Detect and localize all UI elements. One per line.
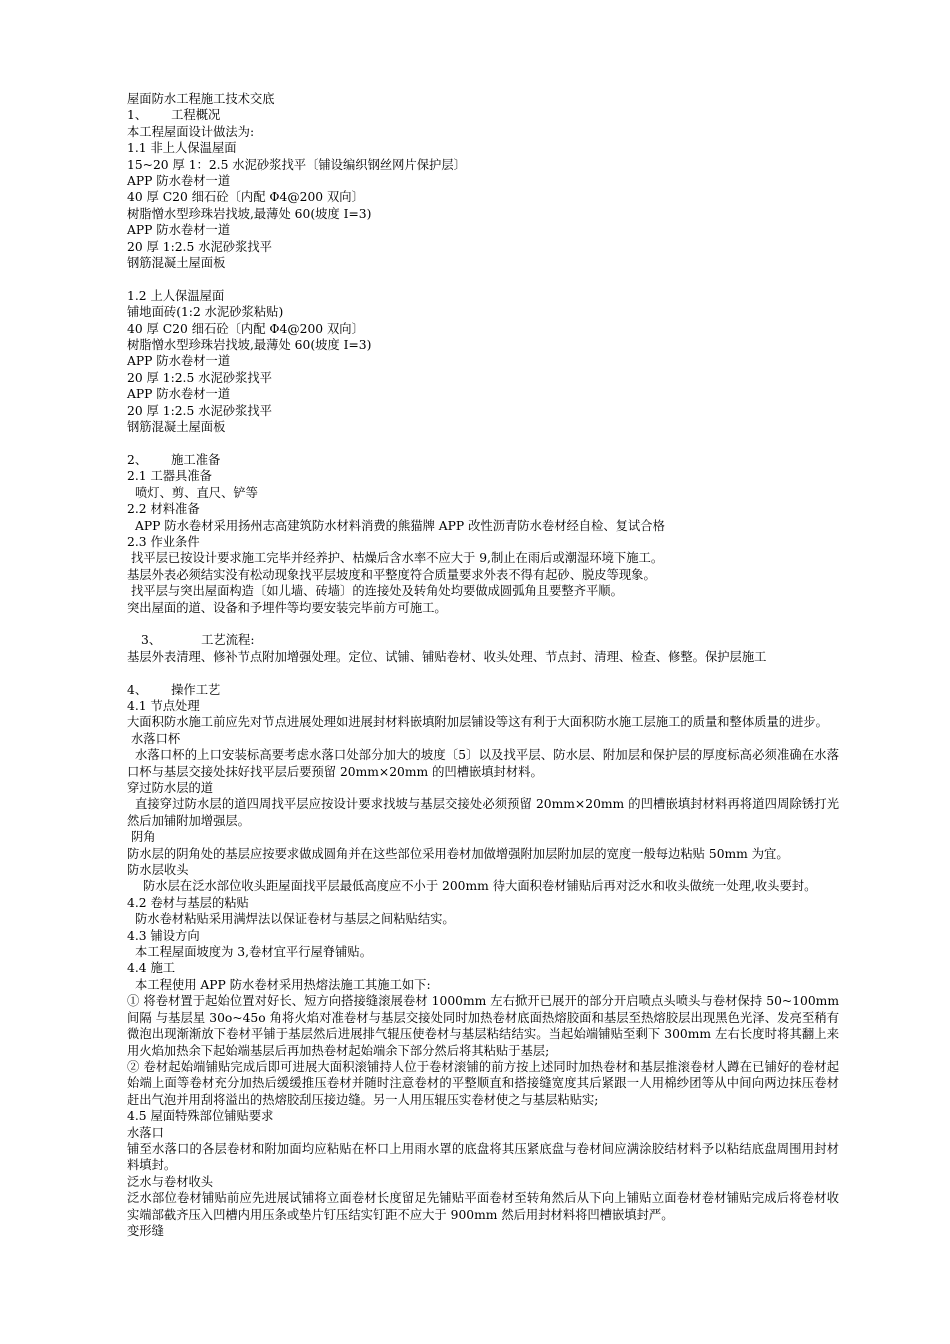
section-number: 2、 (127, 452, 148, 467)
paragraph: 基层外表清理、修补节点附加增强处理。定位、试铺、铺贴卷材、收头处理、节点封、清理、检查、修整。保护层施工 (127, 649, 767, 664)
section-title: 操作工艺 (171, 682, 221, 697)
section-3-heading (127, 632, 839, 648)
subsection-4-4-heading: 4.4 施工 (127, 961, 176, 976)
subsection-2-1-heading: 2.1 工器具准备 (127, 469, 212, 484)
item-title: 变形缝 (127, 1223, 164, 1238)
section-title: 工程概况 (171, 108, 221, 123)
paragraph: 防水层在泛水部位收头距屋面找平层最低高度应不小于 200mm 待大面积卷材铺贴后再对泛水和收头做统一处理,收头要封。 (143, 879, 817, 894)
subsection-1-1-heading: 1.1 非上人保温屋面 (127, 141, 237, 156)
subsection-4-5-heading: 4.5 屋面特殊部位铺贴要求 (127, 1109, 274, 1124)
step-item: ① 将卷材置于起始位置对好长、短方向搭接缝滚展卷材 1000mm 左右掀开已展开的部分开启喷点头喷头与卷材保持 50~100mm 间隔 与基层星 30o~45o 角将火焰对准卷材与基层交接处同时加热卷材底面热熔胶面和基层至热熔胶层出现黑色光泽、发亮至稍有微泡出现渐渐放下卷材平铺于基层然后进展排气辊压使卷材与基层粘结结实。当起始端铺贴至剩下 300mm 左右长度时将其翻上来用火焰加热余下起始端基层后再加热卷材起始端余下部分然后将其粘贴于基层; (127, 994, 839, 1058)
paragraph: 防水层的阴角处的基层应按要求做成圆角并在这些部位采用卷材加做增强附加层附加层的宽度一般每边粘贴 50mm 为宜。 (127, 846, 789, 861)
layer-item: APP 防水卷材一道 (127, 354, 231, 369)
item-title: 水落口杯 (131, 731, 181, 746)
paragraph: 直接穿过防水层的道四周找平层应按设计要求找坡与基层交接处必须预留 20mm×20mm 的凹槽嵌填封材料再将道四周除锈打光然后加铺附加增强层。 (127, 797, 839, 828)
layer-item: 树脂憎水型珍珠岩找坡,最薄处 60(坡度 I=3) (127, 206, 372, 221)
layer-item: 15~20 厚 1：2.5 水泥砂浆找平〔铺设编织钢丝网片保护层〕 (127, 157, 466, 172)
layer-item: APP 防水卷材一道 (127, 387, 231, 402)
subsection-4-1-heading: 4.1 节点处理 (127, 698, 200, 713)
section-4-heading (127, 682, 839, 698)
layer-item: 树脂憎水型珍珠岩找坡,最薄处 60(坡度 I=3) (127, 338, 372, 353)
item-title: 泛水与卷材收头 (127, 1174, 214, 1189)
paragraph: 大面积防水施工前应先对节点进展处理如进展封材料嵌填附加层铺设等这有利于大面积防水施工层施工的质量和整体质量的进步。 (127, 715, 828, 730)
layer-item: 钢筋混凝土屋面板 (127, 256, 226, 271)
paragraph: 泛水部位卷材铺贴前应先进展试铺将立面卷材长度留足先铺贴平面卷材至转角然后从下向上铺贴立面卷材卷材铺贴完成后将卷材收实端部截齐压入凹槽内用压条或垫片钉压结实钉距不应大于 900mm 然后用封材料将凹槽嵌填封严。 (127, 1191, 839, 1222)
layer-item: 铺地面砖(1:2 水泥砂浆粘贴) (127, 305, 284, 320)
section-1-intro: 本工程屋面设计做法为: (127, 124, 255, 139)
paragraph: 防水卷材粘贴采用满焊法以保证卷材与基层之间粘贴结实。 (135, 912, 455, 927)
layer-item: APP 防水卷材一道 (127, 223, 231, 238)
paragraph: 基层外表必须结实没有松动现象找平层坡度和平整度符合质量要求外表不得有起砂、脱皮等现象。 (127, 567, 656, 582)
section-title: 施工准备 (171, 452, 221, 467)
subsection-2-2-heading: 2.2 材料准备 (127, 502, 200, 517)
paragraph: 找平层已按设计要求施工完毕并经养护、枯燥后含水率不应大于 9,制止在雨后或潮湿环境下施工。 (131, 551, 664, 566)
item-title: 穿过防水层的道 (127, 781, 214, 795)
layer-item: APP 防水卷材一道 (127, 174, 231, 189)
item-title: 阴角 (131, 830, 156, 845)
section-1-heading (127, 107, 839, 123)
layer-item: 40 厚 C20 细石砼〔内配 Φ4@200 双向〕 (127, 190, 364, 205)
document-body (127, 91, 839, 1239)
paragraph: 突出屋面的道、设备和予埋件等均要安装完毕前方可施工。 (127, 600, 447, 615)
paragraph: 喷灯、剪、直尺、铲等 (135, 485, 258, 500)
step-item: ② 卷材起始端铺贴完成后即可进展大面积滚铺持人位于卷材滚铺的前方按上述同时加热卷材和基层推滚卷材人蹲在已铺好的卷材起始端上面等卷材充分加热后缓缓推压卷材并随时注意卷材的平整顺直和搭接缝宽度其后紧跟一人用棉纱团等从中间向两边抹压卷材赶出气泡并用刮将溢出的热熔胶刮压接边缝。另一人用压辊压实卷材使之与基层粘贴实; (127, 1059, 839, 1107)
layer-item: 20 厚 1:2.5 水泥砂浆找平 (127, 403, 272, 418)
subsection-1-2-heading: 1.2 上人保温屋面 (127, 288, 225, 303)
subsection-4-2-heading: 4.2 卷材与基层的粘贴 (127, 895, 249, 910)
section-number: 1、 (127, 108, 148, 123)
paragraph: 找平层与突出屋面构造〔如儿墙、砖墙〕的连接处及转角处均要做成圆弧角且要整齐平顺。 (131, 584, 623, 599)
section-title: 工艺流程: (201, 633, 255, 648)
paragraph: 本工程使用 APP 防水卷材采用热熔法施工其施工如下: (135, 977, 431, 992)
paragraph: 铺至水落口的各层卷材和附加面均应粘贴在杯口上用雨水罩的底盘将其压紧底盘与卷材间应满涂胶结材料予以粘结底盘周围用封材料填封。 (127, 1141, 839, 1173)
layer-item: 40 厚 C20 细石砼〔内配 Φ4@200 双向〕 (127, 321, 364, 336)
section-2-heading (127, 452, 839, 468)
item-title: 防水层收头 (127, 863, 189, 878)
doc-title: 屋面防水工程施工技术交底 (127, 92, 275, 106)
layer-item: 钢筋混凝土屋面板 (127, 420, 226, 435)
section-number: 3、 (141, 633, 162, 648)
layer-item: 20 厚 1:2.5 水泥砂浆找平 (127, 370, 272, 385)
paragraph: 本工程屋面坡度为 3,卷材宜平行屋脊铺贴。 (135, 945, 372, 960)
paragraph: 水落口杯的上口安装标高要考虑水落口处部分加大的坡度〔5〕以及找平层、防水层、附加层和保护层的厚度标高必须准确在水落口杯与基层交接处抹好找平层后要预留 20mm×20mm 的凹槽嵌填封材料。 (127, 748, 839, 779)
subsection-2-3-heading: 2.3 作业条件 (127, 534, 200, 549)
layer-item: 20 厚 1:2.5 水泥砂浆找平 (127, 239, 272, 254)
subsection-4-3-heading: 4.3 铺设方向 (127, 928, 200, 943)
section-number: 4、 (127, 682, 148, 697)
paragraph: APP 防水卷材采用扬州志高建筑防水材料消费的熊猫牌 APP 改性沥青防水卷材经自检、复试合格 (135, 518, 665, 533)
item-title: 水落口 (127, 1125, 164, 1140)
